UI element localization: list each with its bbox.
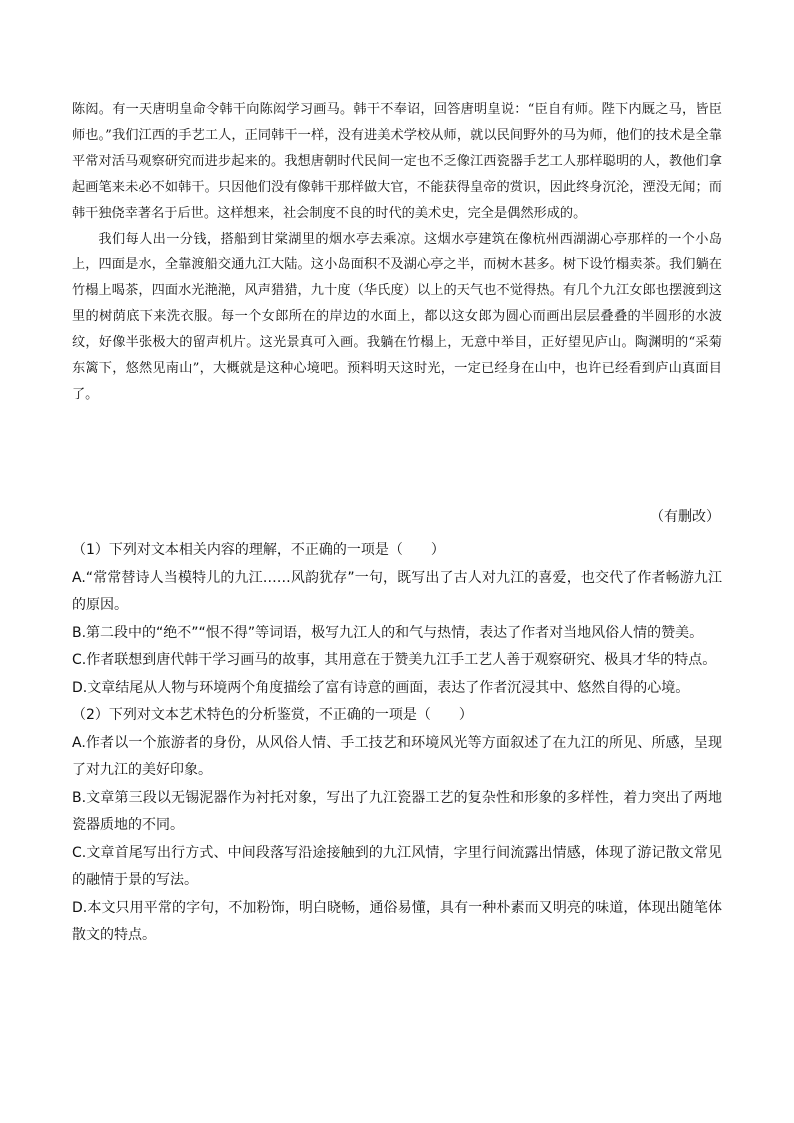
question-1-option-c: C.作者联想到唐代韩干学习画马的故事，其用意在于赞美九江手工艺人善于观察研究、极具才华的特点。 [72, 652, 717, 668]
question-2 [72, 702, 722, 950]
question-2-option-b: B.文章第三段以无锡泥器作为衬托对象，写出了九江瓷器工艺的复杂性和形象的多样性，着力突出了两地瓷器质地的不同。 [72, 789, 722, 833]
question-1-option-d: D.文章结尾从人物与环境两个角度描绘了富有诗意的画面，表达了作者沉浸其中、悠然自得的心境。 [72, 679, 690, 696]
reading-passage [72, 97, 722, 408]
passage-paragraph-1: 陈闳。有一天唐明皇命令韩干向陈闳学习画马。韩干不奉诏，回答唐明皇说：“臣自有师。陛下内厩之马，皆臣师也。”我们江西的手艺工人，正同韩干一样，没有进美术学校从师，就以民间野外的马为师，他们的技术是全靠平常对活马观察研究而进步起来的。我想唐朝时代民间一定也不乏像江西瓷器手艺工人那样聪明的人，教他们拿起画笔来未必不如韩干。只因他们没有像韩干那样做大官，不能获得皇帝的赏识，因此终身沉沦，湮没无闻；而韩干独侥幸著名于后世。这样想来，社会制度不良的时代的美术史，完全是偶然形成的。 [72, 102, 722, 221]
passage-paragraph-2: 我们每人出一分钱，搭船到甘棠湖里的烟水亭去乘凉。这烟水亭建筑在像杭州西湖湖心亭那样的一个小岛上，四面是水，全靠渡船交通九江大陆。这小岛面积不及湖心亭之半，而树木甚多。树下设竹榻卖茶。我们躺在竹榻上喝茶，四面水光滟滟，风声猎猎，九十度（华氏度）以上的天气也不觉得热。有几个九江女郎也摆渡到这里的树荫底下来洗衣服。每一个女郎所在的岸边的水面上，都以这女郎为圆心而画出层层叠叠的半圆形的水波纹，好像半张极大的留声机片。这光景真可入画。我躺在竹榻上，无意中举目，正好望见庐山。陶渊明的“采菊东篱下，悠然见南山”，大概就是这种心境吧。预料明天这时光，一定已经身在山中，也许已经看到庐山真面目了。 [72, 231, 722, 402]
questions-section [72, 537, 722, 950]
question-1-option-a: A.“常常替诗人当模特儿的九江……风韵犹存”一句，既写出了古人对九江的喜爱，也交代了作者畅游九江的原因。 [72, 569, 722, 613]
question-2-stem: （2）下列对文本艺术特色的分析鉴赏，不正确的一项是（ ） [72, 707, 473, 723]
source-note: （有删改） [650, 509, 720, 525]
question-2-option-d: D.本文只用平常的字句，不加粉饰，明白晓畅，通俗易懂，具有一种朴素而又明亮的味道，体现出随笔体散文的特点。 [72, 899, 722, 943]
question-1-stem: （1）下列对文本相关内容的理解，不正确的一项是（ ） [72, 542, 445, 558]
question-1-option-b: B.第二段中的“绝不”“恨不得”等词语，极写九江人的和气与热情，表达了作者对当地风俗人情的赞美。 [72, 624, 704, 641]
question-1 [72, 537, 722, 702]
question-2-option-c: C.文章首尾写出行方式、中间段落写沿途接触到的九江风情，字里行间流露出情感，体现了游记散文常见的融情于景的写法。 [72, 844, 722, 888]
question-2-option-a: A.作者以一个旅游者的身份，从风俗人情、手工技艺和环境风光等方面叙述了在九江的所见、所感，呈现了对九江的美好印象。 [72, 734, 722, 778]
